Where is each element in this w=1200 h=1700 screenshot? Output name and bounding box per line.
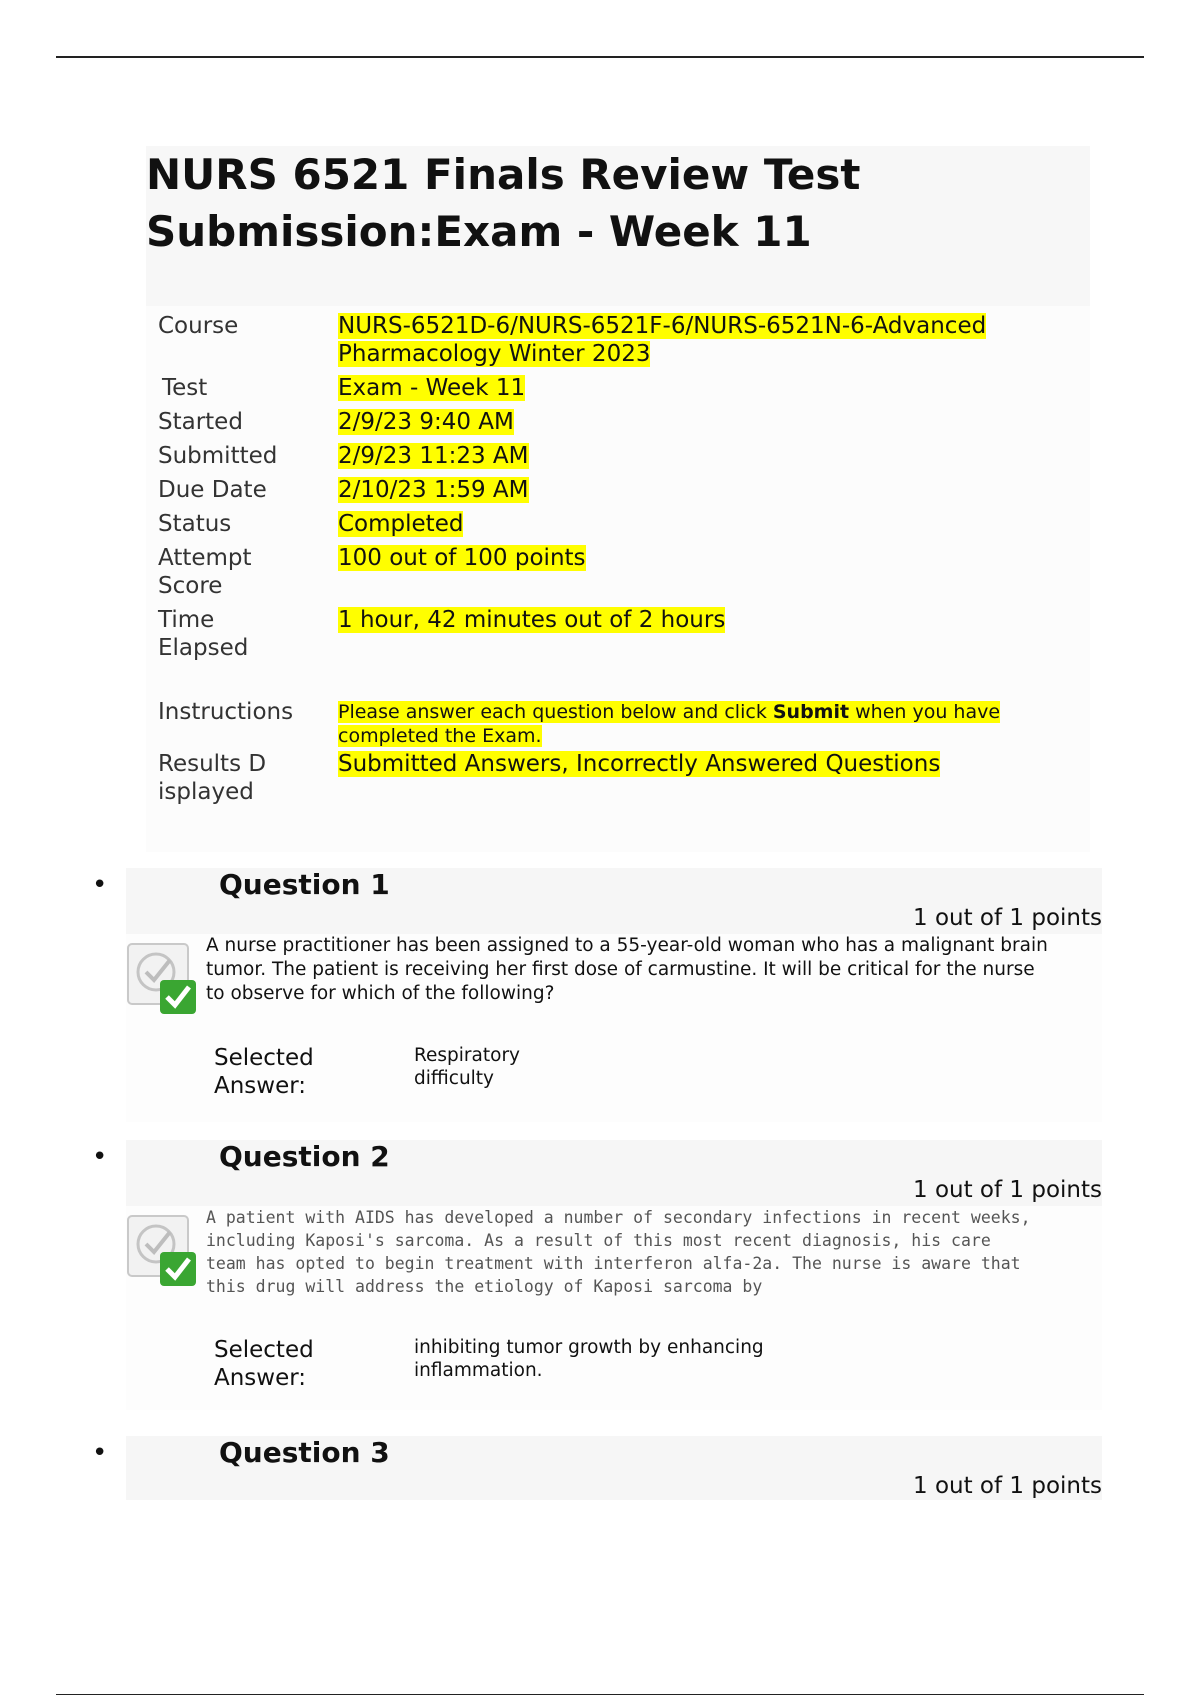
detail-value: 2/10/23 1:59 AM [338,477,529,503]
detail-value: 1 hour, 42 minutes out of 2 hours [338,607,726,633]
detail-value: 2/9/23 9:40 AM [338,409,514,435]
list-bullet: • [92,1438,108,1468]
bottom-rule [56,1694,1144,1695]
instructions-text: Please answer each question below and click Submit when you have completed the Exam. [338,701,1001,747]
detail-value: NURS-6521D-6/NURS-6521F-6/NURS-6521N-6-Advanced Pharmacology Winter 2023 [338,313,987,367]
question-title: Question 3 [219,1436,390,1469]
selected-answer: Respiratory difficulty [414,1045,520,1089]
detail-label: Test [162,375,208,401]
correct-check-icon [126,1214,198,1288]
selected-answer-label: Selected Answer: [214,1337,314,1391]
question-points: 1 out of 1 points [913,1473,1102,1499]
submit-keyword: Submit [772,701,850,723]
detail-value: Submitted Answers, Incorrectly Answered Questions [338,751,941,777]
submission-details [146,306,1090,852]
detail-value: Exam - Week 11 [338,375,526,401]
question-1-body [126,934,1102,1122]
question-2-body [126,1206,1102,1410]
detail-label: Attempt Score [158,545,252,599]
detail-value: Completed [338,511,464,537]
selected-answer-label: Selected Answer: [214,1045,314,1099]
detail-label: Submitted [158,443,278,469]
question-text: A nurse practitioner has been assigned to a 55-year-old woman who has a malignant brain tumor. The patient is receiving her first dose of carmustine. It will be critical for the nurse to observe for which of the following? [206,935,1048,1004]
list-bullet: • [92,1142,108,1172]
detail-label: Course [158,313,239,339]
question-title: Question 1 [219,868,390,901]
question-points: 1 out of 1 points [913,1177,1102,1203]
question-points: 1 out of 1 points [913,905,1102,931]
detail-value: 2/9/23 11:23 AM [338,443,529,469]
page-title: NURS 6521 Finals Review Test Submission:Exam - Week 11 [146,150,861,256]
detail-label: Time Elapsed [158,607,249,661]
selected-answer: inhibiting tumor growth by enhancing inflammation. [414,1337,764,1381]
correct-check-icon [126,942,198,1016]
detail-label: Started [158,409,243,435]
detail-value: 100 out of 100 points [338,545,586,571]
detail-label: Results Displayed [158,751,267,805]
question-text: A patient with AIDS has developed a number of secondary infections in recent weeks, including Kaposi's sarcoma. As a result of this most recent diagnosis, his care team has opted to begin treatment with interferon alfa-2a. The nurse is aware that this drug will address the etiology of Kaposi sarcoma by [206,1208,1031,1296]
list-bullet: • [92,870,108,900]
detail-label: Due Date [158,477,267,503]
question-3-header [126,1436,1102,1500]
top-rule [56,56,1144,58]
detail-label: Status [158,511,232,537]
detail-label: Instructions [158,699,294,725]
question-title: Question 2 [219,1140,390,1173]
title-block [146,146,1090,306]
